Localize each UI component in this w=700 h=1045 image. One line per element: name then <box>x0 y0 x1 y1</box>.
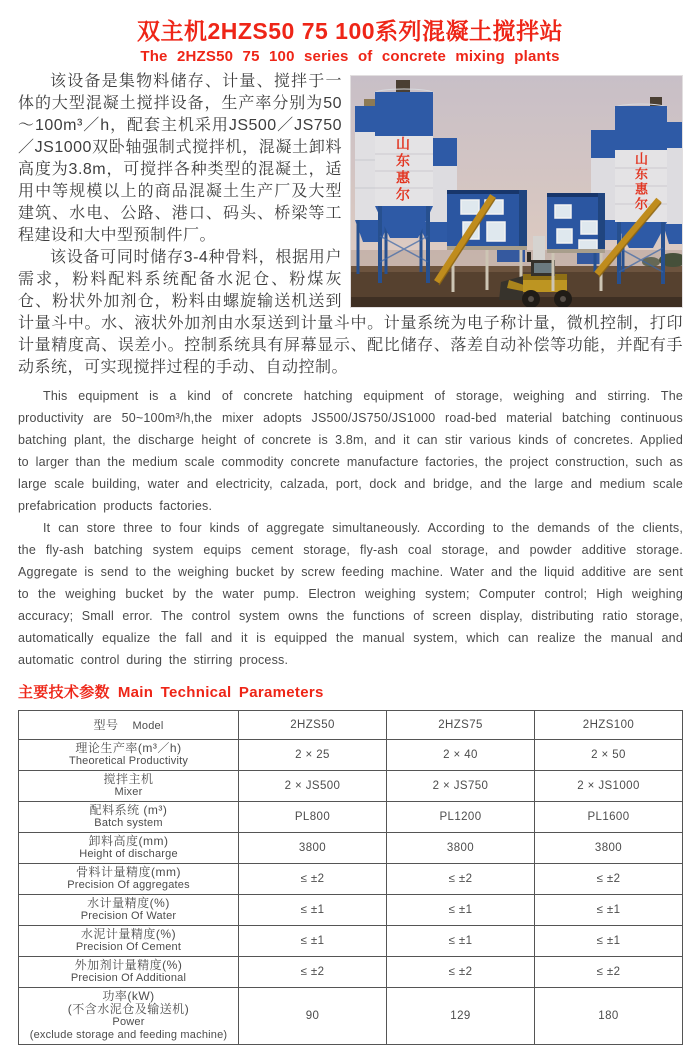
row-value-cell: ≤ ±2 <box>239 864 387 895</box>
row-value-cell: 2 × 25 <box>239 740 387 771</box>
row-label-cell: 功率(kW) (不含水泥仓及输送机) Power (exclude storage and feeding machine) <box>19 988 239 1045</box>
row-value-cell: 2 × JS750 <box>387 771 535 802</box>
row-label-cell: 理论生产率(m³／h) Theoretical Productivity <box>19 740 239 771</box>
silo-brand-text-left: 山东惠尔 <box>395 136 411 204</box>
silo-brand-text-right: 山东惠尔 <box>633 152 648 212</box>
intro-paragraph-en-1: This equipment is a kind of concrete hatching equipment of storage, weighing and stirring. The productivity are 50~100m³/h,the mixer adopts JS500/JS750/JS1000 road-bed material batching continuous batching plant, the discharge height of concrete is 3.8m, and it can stir various kinds of concretes. Applied to larger than the medium scale commodity concrete manufacture factories, the project construction, such as large scale building, water and electricity, calzada, port, dock and bridge, and the large and medium scale prefabrication products factories. <box>18 389 683 513</box>
row-label-cell: 配料系统 (m³) Batch system <box>19 802 239 833</box>
spec-table <box>18 710 683 1045</box>
row-value-cell: 3800 <box>239 833 387 864</box>
table-row <box>19 926 683 957</box>
model-value-cell: 2HZS100 <box>535 711 683 740</box>
row-value-cell: PL800 <box>239 802 387 833</box>
table-header-row <box>19 711 683 740</box>
row-label-cell: 搅拌主机 Mixer <box>19 771 239 802</box>
row-value-cell: ≤ ±1 <box>387 926 535 957</box>
row-value-cell: ≤ ±1 <box>535 895 683 926</box>
row-label-cell: 骨料计量精度(mm) Precision Of aggregates <box>19 864 239 895</box>
table-row <box>19 988 683 1045</box>
row-label-cell: 卸料高度(mm) Height of discharge <box>19 833 239 864</box>
row-value-cell: 90 <box>239 988 387 1045</box>
row-value-cell: 180 <box>535 988 683 1045</box>
intro-section <box>0 71 700 671</box>
row-value-cell: ≤ ±1 <box>239 895 387 926</box>
page-subtitle: The 2HZS50 75 100 series of concrete mixing plants <box>140 48 560 65</box>
row-value-cell: ≤ ±2 <box>387 957 535 988</box>
row-value-cell: PL1200 <box>387 802 535 833</box>
table-row <box>19 864 683 895</box>
intro-paragraph-zh-2: 该设备可同时储存3-4种骨料，根据用户需求，粉料配料系统配备水泥仓、粉煤灰仓、粉状外加剂仓，粉料由螺旋输送机送到计量斗中。水、液状外加剂由水泵送到计量斗中。计量系统为电子称计量，微机控制，打印计量精度高、误差小。控制系统具有屏幕显示、配比储存、落差自动补偿等功能，并配有手动系统，可实现搅拌过程的手动、自动控制。 <box>18 249 683 376</box>
row-value-cell: 2 × 50 <box>535 740 683 771</box>
row-label-cell: 外加剂计量精度(%) Precision Of Additional <box>19 957 239 988</box>
row-value-cell: PL1600 <box>535 802 683 833</box>
row-value-cell: ≤ ±1 <box>535 926 683 957</box>
row-value-cell: ≤ ±2 <box>535 957 683 988</box>
intro-paragraph-zh-1: 该设备是集物料储存、计量、搅拌于一体的大型混凝土搅拌设备，生产率分别为50～100m³／h，配套主机采用JS500／JS750／JS1000双卧轴强制式搅拌机，混凝土卸料高度为3.8m，可搅拌各种类型的混凝土，适用中等规模以上的商品混凝土生产厂及大型建筑、水电、公路、港口、码头、桥梁等工程建设和大中型预制件厂。 <box>18 73 342 244</box>
document-page <box>0 13 700 1041</box>
row-value-cell: 3800 <box>387 833 535 864</box>
row-value-cell: 2 × JS1000 <box>535 771 683 802</box>
row-value-cell: 3800 <box>535 833 683 864</box>
table-row <box>19 802 683 833</box>
model-label-cell: 型号 Model <box>19 711 239 740</box>
table-row <box>19 957 683 988</box>
row-value-cell: ≤ ±2 <box>535 864 683 895</box>
row-value-cell: ≤ ±2 <box>387 864 535 895</box>
row-value-cell: 129 <box>387 988 535 1045</box>
row-value-cell: ≤ ±1 <box>239 926 387 957</box>
table-row <box>19 771 683 802</box>
row-label-cell: 水计量精度(%) Precision Of Water <box>19 895 239 926</box>
table-row <box>19 895 683 926</box>
row-value-cell: ≤ ±2 <box>239 957 387 988</box>
row-value-cell: ≤ ±1 <box>387 895 535 926</box>
product-photo <box>350 75 683 308</box>
page-title: 双主机2HZS50 75 100系列混凝土搅拌站 <box>136 18 564 44</box>
table-row <box>19 833 683 864</box>
section-heading-en: Main Technical Parameters <box>117 684 324 701</box>
row-value-cell: 2 × 40 <box>387 740 535 771</box>
section-heading-zh: 主要技术参数 <box>18 684 110 701</box>
model-value-cell: 2HZS75 <box>387 711 535 740</box>
intro-paragraph-en-2: It can store three to four kinds of aggregate simultaneously. According to the demands of the clients, the fly-ash batching system equips cement storage, fly-ash coal storage, and powder additive storage. Aggregate is send to the weighing bucket by screw feeding machine. Water and the liquid additive are sent to the weighing bucket by the water pump. Electron weighing system; Computer control; High weighing accuracy; Small error. The control system owns the functions of screen display, distributing ratio storage, automatically equalize the fall and it is equipped the manual system, which can realize the manual and automatic control during the stirring process. <box>18 521 683 667</box>
row-value-cell: 2 × JS500 <box>239 771 387 802</box>
row-label-cell: 水泥计量精度(%) Precision Of Cement <box>19 926 239 957</box>
model-value-cell: 2HZS50 <box>239 711 387 740</box>
section-heading <box>18 681 700 702</box>
table-row <box>19 740 683 771</box>
